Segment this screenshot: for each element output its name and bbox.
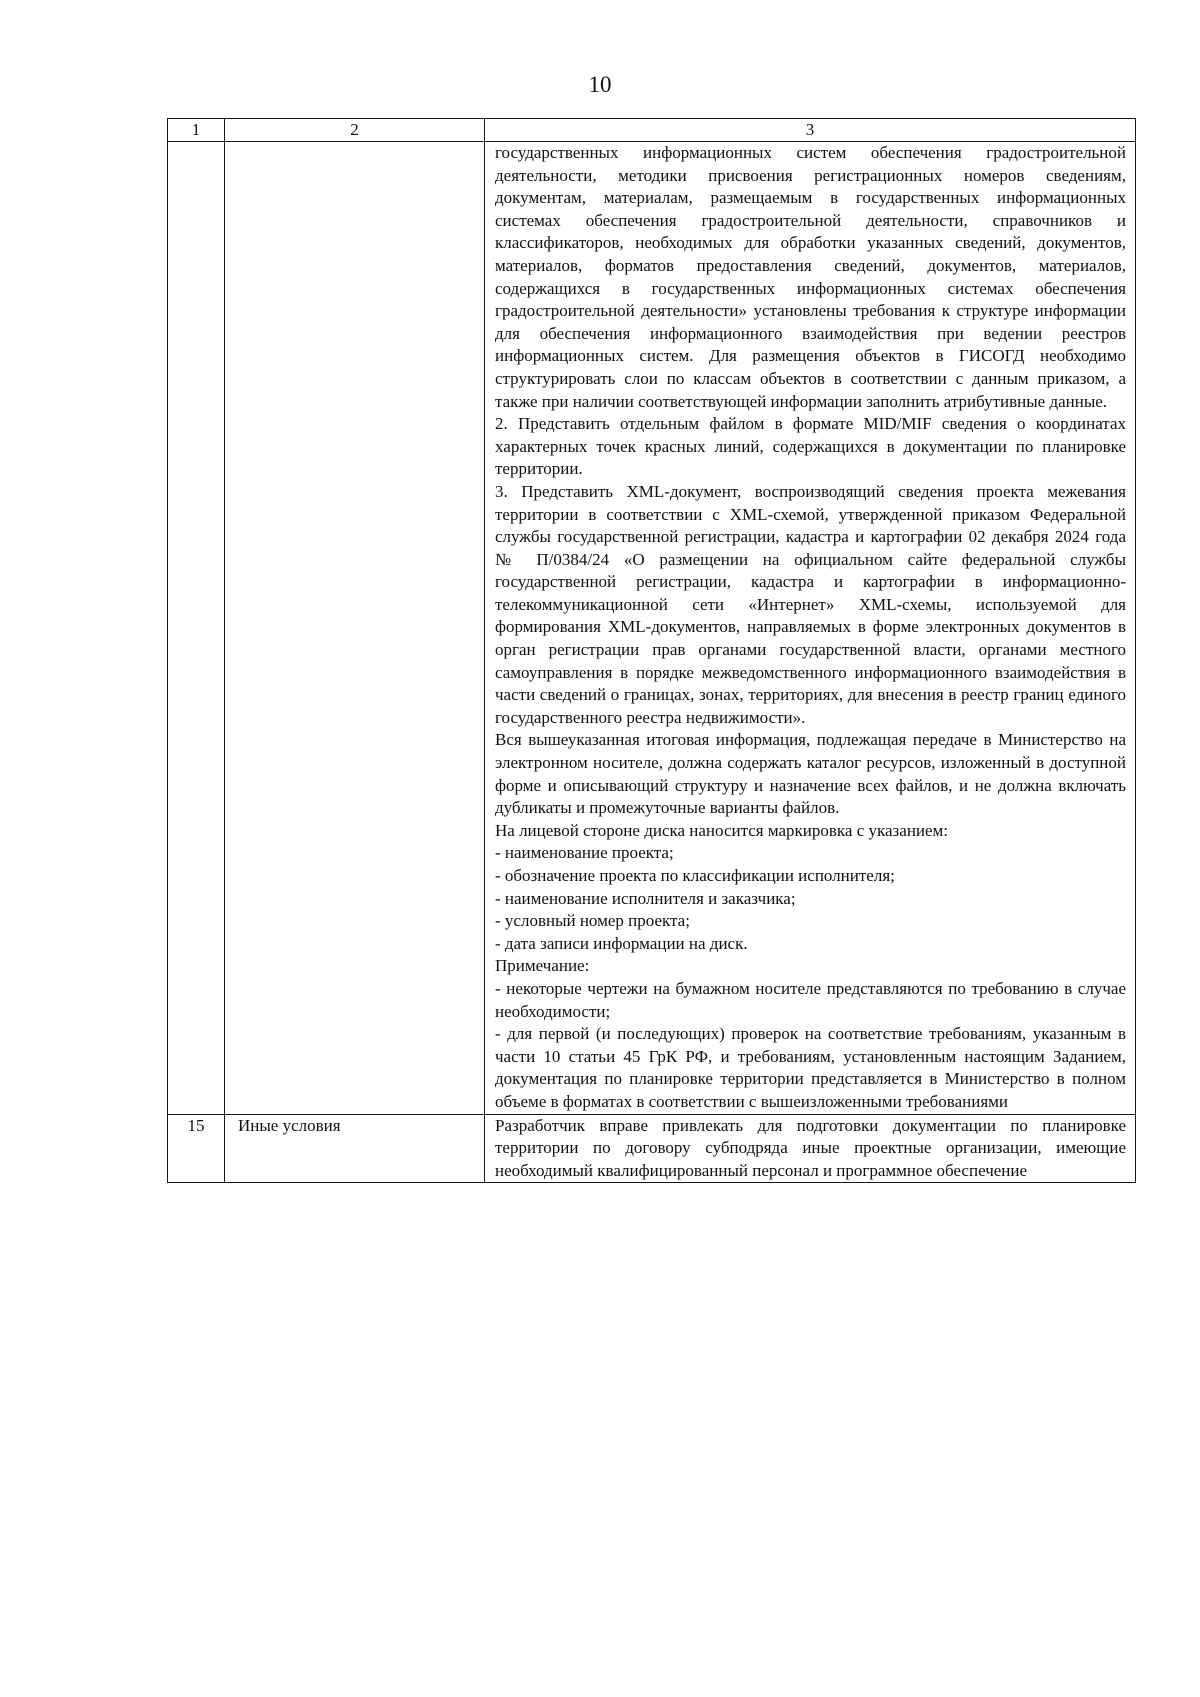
list-item-record-date: - дата записи информации на диск. xyxy=(495,933,748,953)
paragraph-xml-document: 3. Представить XML-документ, воспроизводящий сведения проекта межевания территории в соответствии с XML-схемой, утвержденной приказом Федеральной службы государственной регистрации, кадастра и картографии 02 декабря 2024 года № П/0384/24 «О размещении на официальном сайте федеральной службы государственной регистрации, кадастра и картографии в информационно-телекоммуникационной сети «Интернет» XML-схемы, используемой для формирования XML-документов, направляемых в форме электронных документов в орган регистрации прав органами государственной власти, органами местного самоуправления в порядке межведомственного информационного взаимодействия в части сведений о границах, зонах, территориях, для внесения в реестр границ единого государственного реестра недвижимости». xyxy=(495,481,1126,727)
list-item-executor-customer: - наименование исполнителя и заказчика; xyxy=(495,888,796,908)
row-number-cell xyxy=(168,142,225,1115)
table-row-15 xyxy=(168,1114,1136,1183)
paragraph-disk-marking: На лицевой стороне диска наносится маркировка с указанием: xyxy=(495,820,949,840)
table-row-continued xyxy=(168,142,1136,1115)
requirements-table xyxy=(167,118,1136,1183)
column-header-2: 2 xyxy=(225,119,485,142)
row-number-cell: 15 xyxy=(168,1114,225,1183)
list-item-project-number: - условный номер проекта; xyxy=(495,911,690,931)
table-header-row xyxy=(168,119,1136,142)
row-name-cell: Иные условия xyxy=(225,1114,485,1183)
list-item-project-name: - наименование проекта; xyxy=(495,843,674,863)
column-header-3: 3 xyxy=(485,119,1136,142)
paragraph-requirements-structure: государственных информационных систем обеспечения градостроительной деятельности, методики присвоения регистрационных номеров сведениям, документам, материалам, размещаемым в государственных информационных системах обеспечения градостроительной деятельности, справочников и классификаторов, необходимых для обработки указанных сведений, документов, материалов, форматов предоставления сведений, документов, материалов, содержащихся в государственных информационных системах обеспечения градостроительной деятельности» установлены требования к структуре информации для обеспечения информационного взаимодействия при ведении реестров информационных систем. Для размещения объектов в ГИСОГД необходимо структурировать слои по классам объектов в соответствии с данным приказом, а также при наличии соответствующей информации заполнить атрибутивные данные. xyxy=(495,143,1126,411)
list-item-project-designation: - обозначение проекта по классификации исполнителя; xyxy=(495,866,895,885)
row-text-cell xyxy=(485,142,1136,1115)
paragraph-mid-mif-file: 2. Представить отдельным файлом в формате MID/MIF сведения о координатах характерных точек красных линий, содержащихся в документации по планировке территории. xyxy=(495,414,1126,479)
row-text-cell xyxy=(485,1114,1136,1183)
note-item-verification: - для первой (и последующих) проверок на соответствие требованиям, указанным в части 10 статьи 45 ГрК РФ, и требованиям, установленным настоящим Заданием, документация по планировке территории представляется в Министерство в полном объеме в форматах в соответствии с вышеизложенными требованиями xyxy=(495,1024,1126,1111)
note-item-paper-drawings: - некоторые чертежи на бумажном носителе представляются по требованию в случае необходимости; xyxy=(495,978,1126,1021)
row-name-cell xyxy=(225,142,485,1115)
column-header-1: 1 xyxy=(168,119,225,142)
note-heading: Примечание: xyxy=(495,956,590,976)
paragraph-resource-catalog: Вся вышеуказанная итоговая информация, подлежащая передаче в Министерство на электронном носителе, должна содержать каталог ресурсов, изложенный в доступной форме и описывающий структуру и назначение всех файлов, и не должна включать дубликаты и промежуточные варианты файлов. xyxy=(495,730,1126,818)
paragraph-subcontract: Разработчик вправе привлекать для подготовки документации по планировке территории по договору субподряда иные проектные организации, имеющие необходимый квалифицированный персонал и программное обеспечение xyxy=(495,1115,1126,1180)
page-number: 10 xyxy=(588,72,612,97)
